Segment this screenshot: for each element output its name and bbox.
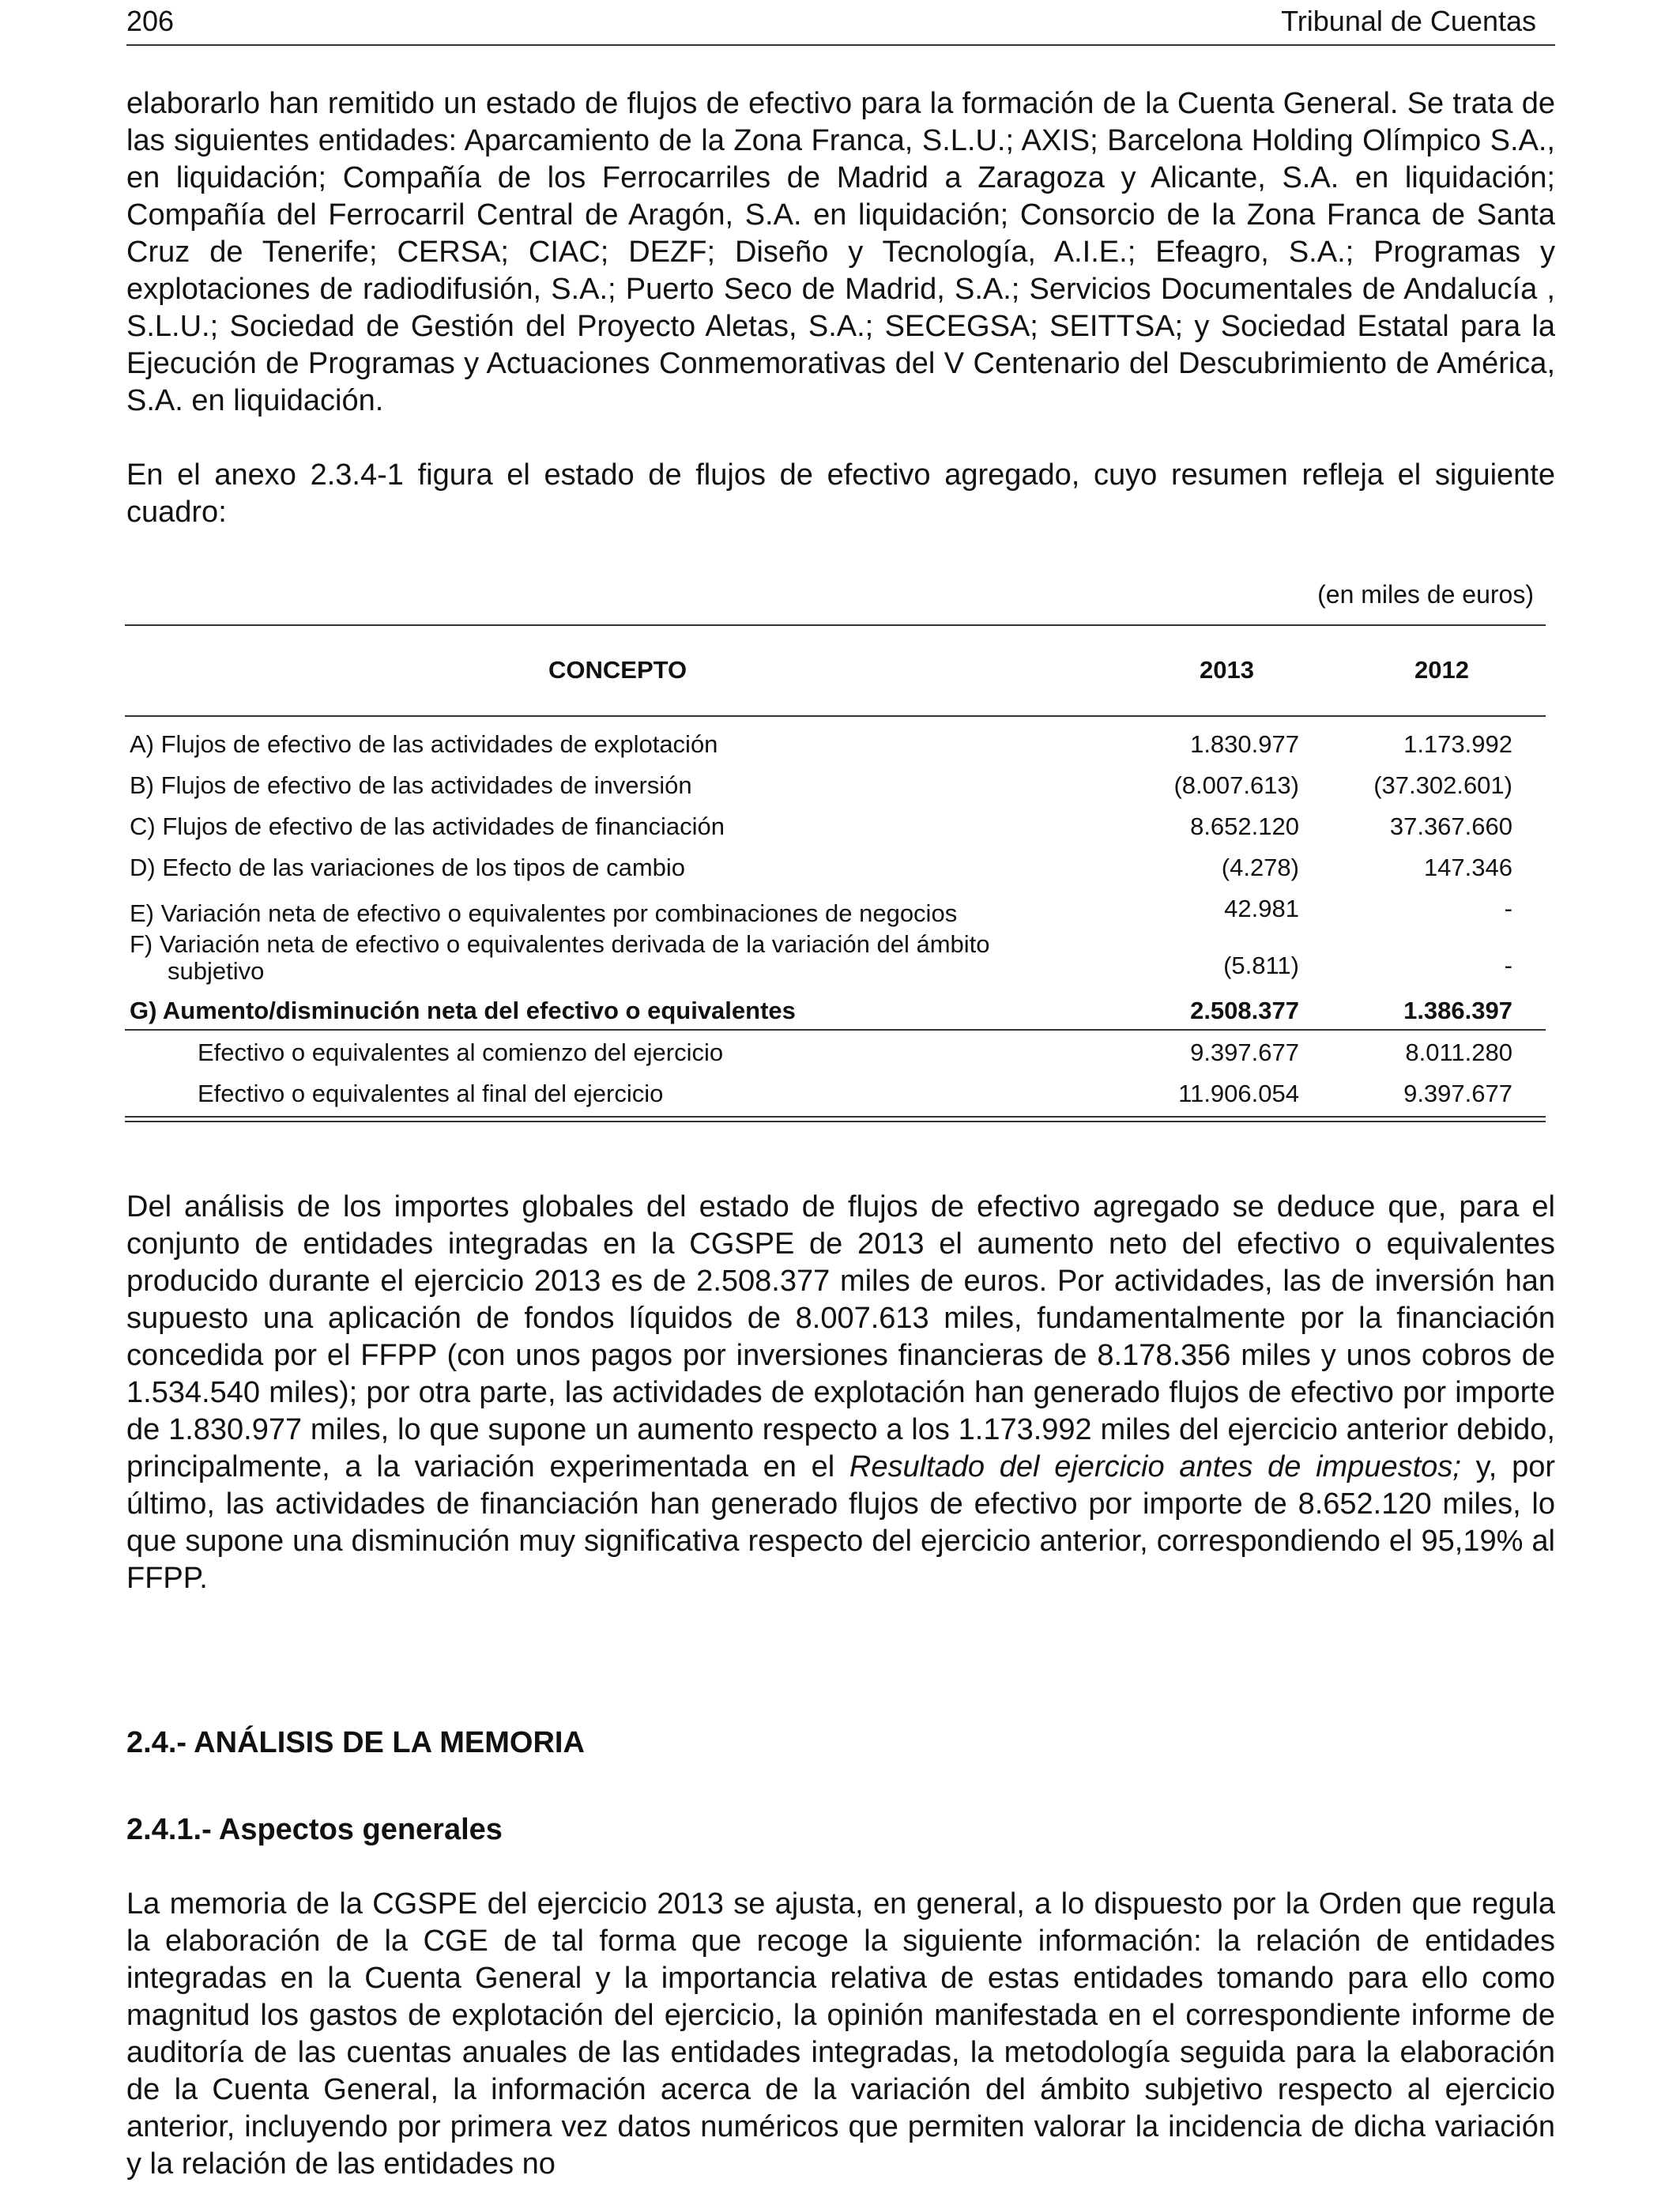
row-value-2013: 9.397.677 <box>1190 1039 1299 1066</box>
row-label: D) Efecto de las variaciones de los tipos de cambio <box>130 854 686 881</box>
row-value-2012: 147.346 <box>1423 854 1512 881</box>
row-label: E) Variación neta de efectivo o equivalentes por combinaciones de negocios <box>130 899 958 927</box>
table-header-rule <box>125 715 1546 717</box>
row-label-line-2: subjetivo <box>168 957 265 985</box>
analysis-text-b: y, por último, las actividades de financiación han generado flujos de efectivo por importe de 8.652.120 miles, lo que supone una disminución muy significativa respecto del ejercicio anterior, correspondiendo el 95,19% al FFPP. <box>126 1450 1555 1595</box>
paragraph-memoria: La memoria de la CGSPE del ejercicio 2013 se ajusta, en general, a lo dispuesto por la Orden que regula la elaboración de la CGE de tal forma que recoge la siguiente información: la relación de entidades integradas en la Cuenta General y la importancia relativa de estas entidades tomando para ello como magnitud los gastos de explotación del ejercicio, la opinión manifestada en el correspondiente informe de auditoría de las cuentas anuales de las entidades integradas, la metodología seguida para la elaboración de la Cuenta General, la información acerca de la variación del ámbito subjetivo respecto al ejercicio anterior, incluyendo por primera vez datos numéricos que permiten valorar la incidencia de dicha variación y la relación de las entidades no <box>126 1887 1555 2181</box>
row-value-2013: 11.906.054 <box>1178 1080 1299 1107</box>
table-row <box>125 806 1546 847</box>
column-header-concept: CONCEPTO <box>548 656 687 684</box>
analysis-text-italic: Resultado del ejercicio antes de impuestos; <box>849 1450 1461 1483</box>
row-label: C) Flujos de efectivo de las actividades de financiación <box>130 812 725 840</box>
section-heading: 2.4.- ANÁLISIS DE LA MEMORIA <box>126 1726 585 1759</box>
row-value-2012: - <box>1504 895 1512 922</box>
row-value-2013: 2.508.377 <box>1190 997 1299 1024</box>
page-number: 206 <box>126 5 175 37</box>
analysis-text-a: Del análisis de los importes globales del estado de flujos de efectivo agregado se deduce que, para el conjunto de entidades integradas en la CGSPE de 2013 el aumento neto del efectivo o equivalentes producido durante el ejercicio 2013 es de 2.508.377 miles de euros. Por actividades, las de inversión han supuesto una aplicación de fondos líquidos de 8.007.613 miles, fundamentalmente por la financiación concedida por el FFPP (con unos pagos por inversiones financieras de 8.178.356 miles y unos cobros de 1.534.540 miles); por otra parte, las actividades de explotación han generado flujos de efectivo por importe de 1.830.977 miles, lo que supone un aumento respecto a los 1.173.992 miles del ejercicio anterior debido, principalmente, a la variación experimentada en el <box>126 1190 1555 1483</box>
subsection-heading: 2.4.1.- Aspectos generales <box>126 1813 503 1846</box>
table-top-rule <box>125 624 1546 626</box>
row-label: Efectivo o equivalentes al comienzo del ejercicio <box>198 1039 724 1066</box>
row-value-2013: (5.811) <box>1223 952 1299 979</box>
row-value-2012: - <box>1504 952 1512 979</box>
row-value-2013: 8.652.120 <box>1190 812 1299 840</box>
paragraph-annex-intro: En el anexo 2.3.4-1 figura el estado de flujos de efectivo agregado, cuyo resumen refleja el siguiente cuadro: <box>126 458 1555 529</box>
row-value-2013: (8.007.613) <box>1173 771 1299 799</box>
row-value-2012: 37.367.660 <box>1389 812 1512 840</box>
table-bottom-rule-double <box>125 1121 1546 1122</box>
header-title: Tribunal de Cuentas <box>1281 5 1536 37</box>
row-label <box>130 931 990 985</box>
row-label: A) Flujos de efectivo de las actividades de explotación <box>130 730 718 758</box>
column-header-2013: 2013 <box>1200 656 1254 684</box>
table-row <box>125 724 1546 765</box>
table-row <box>125 1073 1546 1114</box>
column-header-2012: 2012 <box>1414 656 1469 684</box>
row-value-2012: 8.011.280 <box>1405 1039 1512 1066</box>
table-total-rule <box>125 1029 1546 1031</box>
row-label-line-1: F) Variación neta de efectivo o equivalentes derivada de la variación del ámbito <box>130 930 990 958</box>
row-value-2012: 1.173.992 <box>1403 730 1512 758</box>
row-value-2013: 42.981 <box>1224 895 1299 922</box>
paragraph-analysis <box>126 1189 1555 1597</box>
paragraph-entities: elaborarlo han remitido un estado de flujos de efectivo para la formación de la Cuenta General. Se trata de las siguientes entidades: Aparcamiento de la Zona Franca, S.L.U.; AXIS; Barcelona Holding Olímpico S.A., en liquidación; Compañía de los Ferrocarriles de Madrid a Zaragoza y Alicante, S.A. en liquidación; Compañía del Ferrocarril Central de Aragón, S.A. en liquidación; Consorcio de la Zona Franca de Santa Cruz de Tenerife; CERSA; CIAC; DEZF; Diseño y Tecnología, A.I.E.; Efeagro, S.A.; Programas y explotaciones de radiodifusión, S.A.; Puerto Seco de Madrid, S.A.; Servicios Documentales de Andalucía , S.L.U.; Sociedad de Gestión del Proyecto Aletas, S.A.; SECEGSA; SEITTSA; y Sociedad Estatal para la Ejecución de Programas y Actuaciones Conmemorativas del V Centenario del Descubrimiento de América, S.A. en liquidación. <box>126 87 1555 417</box>
table-row <box>125 765 1546 806</box>
row-value-2013: (4.278) <box>1221 854 1299 881</box>
table-row <box>125 1032 1546 1073</box>
table-bottom-rule <box>125 1116 1546 1118</box>
table-row <box>125 929 1546 986</box>
row-value-2013: 1.830.977 <box>1190 730 1299 758</box>
row-label: B) Flujos de efectivo de las actividades de inversión <box>130 771 692 799</box>
row-value-2012: (37.302.601) <box>1373 771 1512 799</box>
table-row <box>125 847 1546 888</box>
table-row-total <box>125 990 1546 1031</box>
table-row <box>125 888 1546 929</box>
row-value-2012: 1.386.397 <box>1403 997 1512 1024</box>
row-value-2012: 9.397.677 <box>1403 1080 1512 1107</box>
row-label: Efectivo o equivalentes al final del ejercicio <box>198 1080 664 1107</box>
row-label: G) Aumento/disminución neta del efectivo o equivalentes <box>130 997 796 1024</box>
page-header <box>126 0 1555 46</box>
table-units-note: (en miles de euros) <box>1317 580 1534 609</box>
